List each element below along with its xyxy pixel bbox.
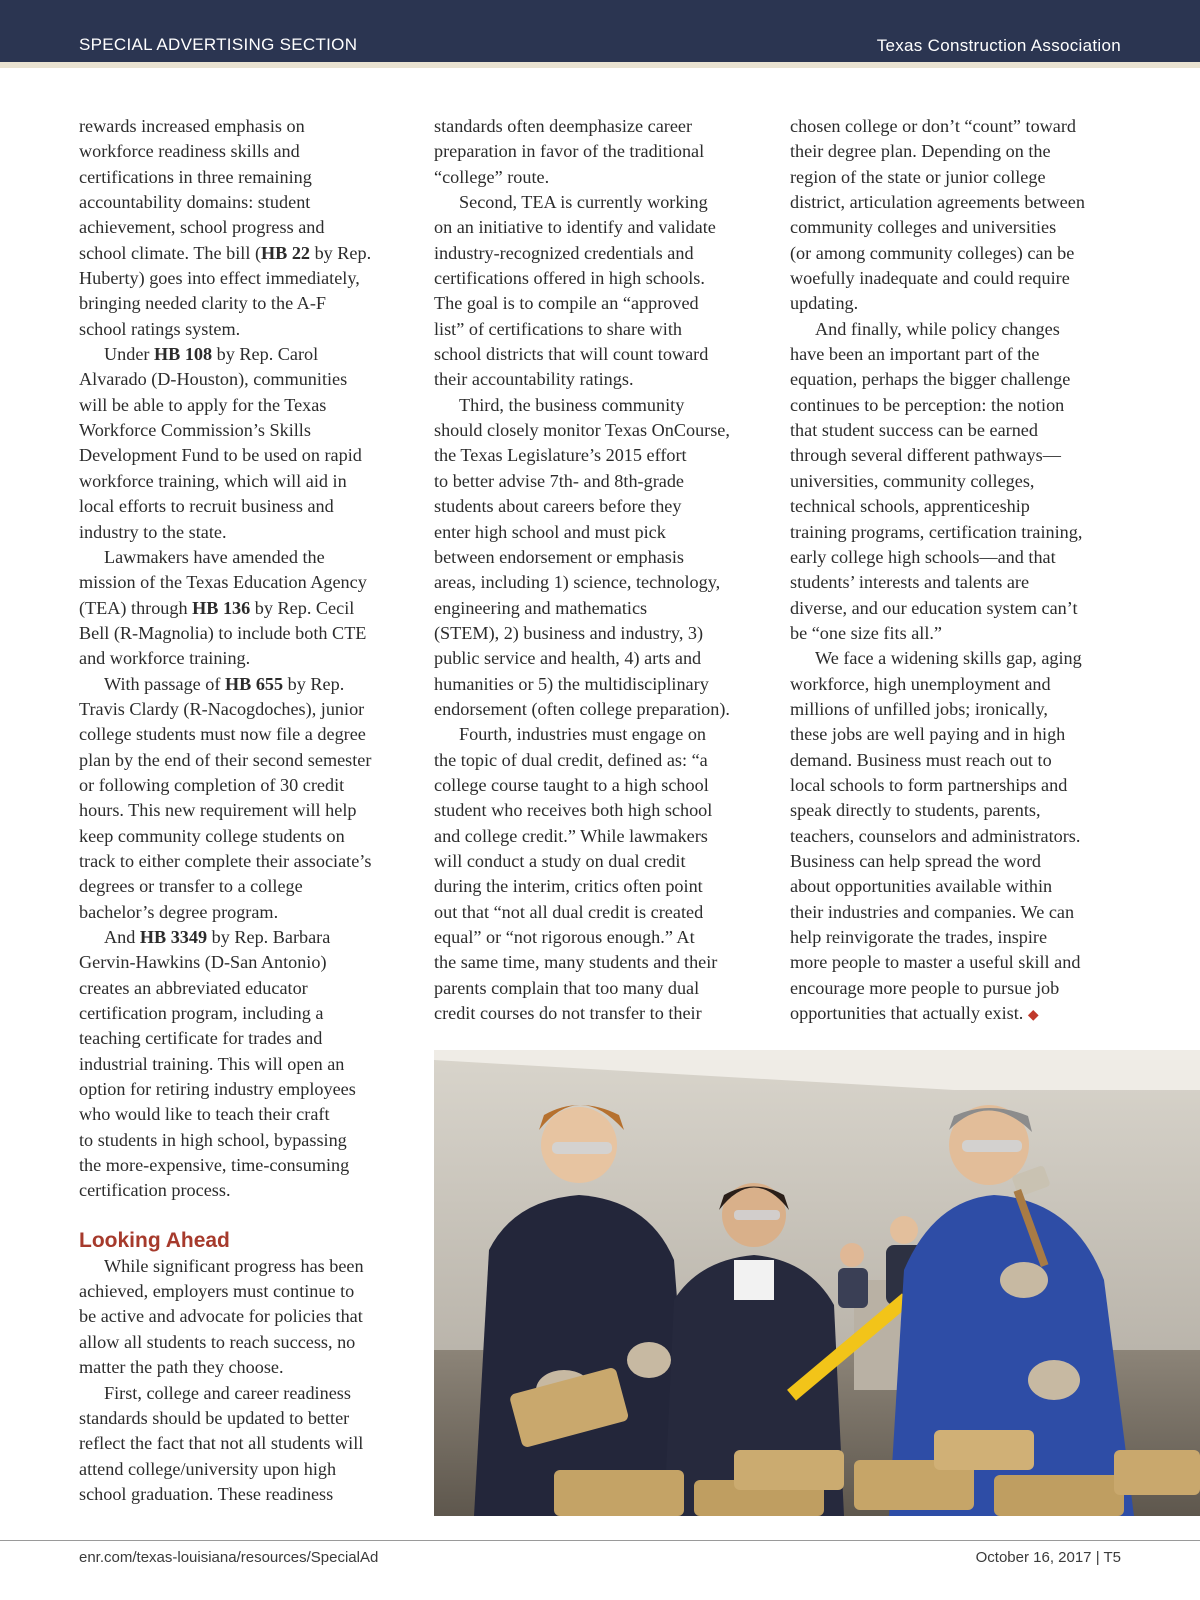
text-line: should closely monitor Texas OnCourse, <box>434 420 730 441</box>
text-line <box>79 672 411 697</box>
col2-paragraph-2 <box>434 190 766 393</box>
text-line <box>79 925 411 950</box>
bill-number-hb655: HB 655 <box>225 673 284 694</box>
text-line: be “one size fits all.” <box>790 622 943 643</box>
text-line: Bell (R-Magnolia) to include both CTE <box>79 622 367 643</box>
bill-number-hb22: HB 22 <box>261 242 311 263</box>
text-line: encourage more people to pursue job <box>790 977 1060 998</box>
text-line: parents complain that too many dual <box>434 977 700 998</box>
text-line: college course taught to a high school <box>434 774 709 795</box>
text-line: workforce training, which will aid in <box>79 470 347 491</box>
text-line: teachers, counselors and administrators. <box>790 825 1081 846</box>
text-line: teaching certificate for trades and <box>79 1028 323 1049</box>
text-line: school districts that will count toward <box>434 344 709 365</box>
end-of-article-diamond-icon: ◆ <box>1027 1008 1039 1024</box>
text-run: And <box>104 927 140 947</box>
article-column-3 <box>790 114 1125 1028</box>
text-line: to better advise 7th- and 8th-grade <box>434 470 684 491</box>
text-line: industry to the state. <box>79 521 227 542</box>
text-line: students about careers before they <box>434 496 682 517</box>
text-line: endorsement (often college preparation). <box>434 698 730 719</box>
text-line: matter the path they choose. <box>79 1357 284 1378</box>
text-line: credit courses do not transfer to their <box>434 1003 702 1024</box>
text-line: Alvarado (D-Houston), communities <box>79 369 348 390</box>
text-line: the same time, many students and their <box>434 952 718 973</box>
text-run: With passage of <box>104 673 225 694</box>
text-line: millions of unfilled jobs; ironically, <box>790 698 1048 719</box>
text-line: to students in high school, bypassing <box>79 1129 347 1150</box>
text-line: allow all students to reach success, no <box>79 1331 356 1352</box>
text-line: Development Fund to be used on rapid <box>79 445 362 466</box>
text-line: achieved, employers must continue to <box>79 1281 355 1302</box>
text-line: local schools to form partnerships and <box>790 774 1068 795</box>
text-line: school graduation. These readiness <box>79 1483 334 1504</box>
text-line <box>79 596 411 621</box>
text-line: certification process. <box>79 1180 231 1201</box>
text-line: training programs, certification training, <box>790 521 1083 542</box>
text-line: Business can help spread the word <box>790 850 1042 871</box>
text-line: certifications in three remaining <box>79 166 312 187</box>
text-line <box>790 1001 1125 1028</box>
text-line: will be able to apply for the Texas <box>79 394 327 415</box>
text-run: by Rep. <box>310 242 372 263</box>
text-line: their industries and companies. We can <box>790 901 1075 922</box>
text-line: Workforce Commission’s Skills <box>79 420 311 441</box>
text-line: industrial training. This will open an <box>79 1053 345 1074</box>
text-line: that student success can be earned <box>790 420 1038 441</box>
text-line: local efforts to recruit business and <box>79 496 334 517</box>
article-column-1 <box>79 114 411 1507</box>
text-line: region of the state or junior college <box>790 166 1046 187</box>
col1-paragraph-5 <box>79 925 411 1204</box>
col3-paragraph-2 <box>790 317 1125 646</box>
text-line: reflect the fact that not all students will <box>79 1433 364 1454</box>
text-line: achievement, school progress and <box>79 217 325 238</box>
text-run: by Rep. Cecil <box>250 597 355 618</box>
text-line: be active and advocate for policies that <box>79 1306 363 1327</box>
text-line: accountability domains: student <box>79 192 311 213</box>
text-line: list” of certifications to share with <box>434 318 682 339</box>
text-line: enter high school and must pick <box>434 521 666 542</box>
text-line: Gervin-Hawkins (D-San Antonio) <box>79 952 327 973</box>
text-line: engineering and mathematics <box>434 597 648 618</box>
col1-paragraph-6 <box>79 1254 411 1381</box>
header-rule <box>0 62 1200 68</box>
bill-number-hb3349: HB 3349 <box>139 927 208 947</box>
text-line: continues to be perception: the notion <box>790 394 1065 415</box>
footer-date-page: October 16, 2017 | T5 <box>975 1549 1121 1566</box>
text-line: certifications offered in high schools. <box>434 268 705 289</box>
text-line: (or among community colleges) can be <box>790 242 1075 263</box>
text-line: workforce readiness skills and <box>79 141 300 162</box>
text-line: hours. This new requirement will help <box>79 800 357 821</box>
text-line: their degree plan. Depending on the <box>790 141 1051 162</box>
text-line: standards should be updated to better <box>79 1407 350 1428</box>
bill-number-hb136: HB 136 <box>192 597 251 618</box>
text-line: diverse, and our education system can’t <box>790 597 1078 618</box>
text-line: Huberty) goes into effect immediately, <box>79 268 360 289</box>
text-line: “college” route. <box>434 166 550 187</box>
text-line: students’ interests and talents are <box>790 572 1030 593</box>
text-line: (STEM), 2) business and industry, 3) <box>434 622 704 643</box>
text-line: college students must now file a degree <box>79 724 366 745</box>
text-line: mission of the Texas Education Agency <box>79 572 367 593</box>
text-line: the Texas Legislature’s 2015 effort <box>434 445 687 466</box>
col1-paragraph-3 <box>79 545 411 672</box>
text-line: bringing needed clarity to the A-F <box>79 293 326 314</box>
section-label: SPECIAL ADVERTISING SECTION <box>79 35 358 54</box>
col1-paragraph-7 <box>79 1381 411 1508</box>
text-line: help reinvigorate the trades, inspire <box>790 927 1048 947</box>
text-line: through several different pathways— <box>790 445 1061 466</box>
text-line: workforce, high unemployment and <box>790 673 1051 694</box>
text-line: humanities or 5) the multidisciplinary <box>434 673 709 694</box>
text-line: industry-recognized credentials and <box>434 242 694 263</box>
col1-paragraph-2 <box>79 342 411 545</box>
text-line: or following completion of 30 credit <box>79 774 345 795</box>
text-line: Second, TEA is currently working <box>459 192 708 213</box>
text-line: The goal is to compile an “approved <box>434 293 699 314</box>
organization-name: Texas Construction Association <box>876 36 1121 55</box>
text-line: out that “not all dual credit is created <box>434 901 704 922</box>
text-run: by Rep. Barbara <box>207 927 331 947</box>
text-line: Fourth, industries must engage on <box>459 724 707 745</box>
text-line: have been an important part of the <box>790 344 1040 365</box>
bill-number-hb108: HB 108 <box>154 344 213 365</box>
col1-paragraph-1 <box>79 114 411 342</box>
col3-paragraph-1 <box>790 114 1125 317</box>
text-line: public service and health, 4) arts and <box>434 648 702 669</box>
text-line: keep community college students on <box>79 825 345 846</box>
text-line <box>79 342 411 367</box>
workshop-photo-illustration <box>434 1050 1200 1516</box>
footer-url: enr.com/texas-louisiana/resources/SpecialAd <box>79 1549 379 1566</box>
text-line: We face a widening skills gap, aging <box>815 648 1082 669</box>
article-column-2 <box>434 114 766 1026</box>
text-line: equal” or “not rigorous enough.” At <box>434 927 695 947</box>
text-line: speak directly to students, parents, <box>790 800 1041 821</box>
text-line: the topic of dual credit, defined as: “a <box>434 749 708 770</box>
text-line: school ratings system. <box>79 318 241 339</box>
text-line: woefully inadequate and could require <box>790 268 1070 289</box>
text-line: more people to master a useful skill and <box>790 952 1081 973</box>
text-run: Under <box>104 344 154 365</box>
text-line: equation, perhaps the bigger challenge <box>790 369 1071 390</box>
text-line: district, articulation agreements between <box>790 192 1085 213</box>
col2-paragraph-3 <box>434 393 766 722</box>
text-line: the more-expensive, time-consuming <box>79 1155 350 1176</box>
text-line: universities, community colleges, <box>790 470 1035 491</box>
text-line: early college high schools—and that <box>790 546 1056 567</box>
text-line: about opportunities available within <box>790 876 1053 897</box>
text-line: degrees or transfer to a college <box>79 876 303 897</box>
text-run: school climate. The bill ( <box>79 242 261 263</box>
text-line: Travis Clardy (R-Nacogdoches), junior <box>79 698 365 719</box>
text-line: demand. Business must reach out to <box>790 749 1052 770</box>
text-line: technical schools, apprenticeship <box>790 496 1030 517</box>
text-line: student who receives both high school <box>434 800 713 821</box>
text-line: option for retiring industry employees <box>79 1079 356 1100</box>
col2-paragraph-1 <box>434 114 766 190</box>
text-line: will conduct a study on dual credit <box>434 850 686 871</box>
text-line: who would like to teach their craft <box>79 1104 330 1125</box>
text-line: updating. <box>790 293 859 314</box>
text-line: track to either complete their associate’s <box>79 850 372 871</box>
text-run: opportunities that actually exist. <box>790 1003 1028 1024</box>
text-line: And finally, while policy changes <box>815 318 1060 339</box>
text-line: Third, the business community <box>459 394 685 415</box>
subhead-looking-ahead: Looking Ahead <box>79 1228 230 1252</box>
text-line: attend college/university upon high <box>79 1458 337 1479</box>
col2-paragraph-4 <box>434 722 766 1026</box>
text-line: plan by the end of their second semester <box>79 749 372 770</box>
text-line: rewards increased emphasis on <box>79 116 305 136</box>
workshop-photo <box>434 1050 1200 1516</box>
text-line: While significant progress has been <box>104 1255 364 1276</box>
text-line: standards often deemphasize career <box>434 116 693 136</box>
text-run: by Rep. <box>283 673 345 694</box>
text-line: preparation in favor of the traditional <box>434 141 705 162</box>
text-line: chosen college or don’t “count” toward <box>790 116 1077 136</box>
footer-rule <box>0 1540 1200 1541</box>
text-line: during the interim, critics often point <box>434 876 703 897</box>
text-line: between endorsement or emphasis <box>434 546 684 567</box>
text-line: community colleges and universities <box>790 217 1057 238</box>
text-line: First, college and career readiness <box>104 1382 351 1403</box>
text-line: areas, including 1) science, technology, <box>434 572 721 593</box>
col3-paragraph-3 <box>790 646 1125 1028</box>
text-line: and workforce training. <box>79 648 251 669</box>
text-line: these jobs are well paying and in high <box>790 724 1066 745</box>
text-line: bachelor’s degree program. <box>79 901 279 922</box>
header-bar <box>0 0 1200 62</box>
text-line: Lawmakers have amended the <box>104 546 325 567</box>
col1-paragraph-4 <box>79 672 411 925</box>
text-run: (TEA) through <box>79 597 193 618</box>
text-run: by Rep. Carol <box>212 344 319 365</box>
text-line <box>79 241 411 266</box>
text-line: creates an abbreviated educator <box>79 977 308 998</box>
text-line: and college credit.” While lawmakers <box>434 825 708 846</box>
text-line: certification program, including a <box>79 1003 324 1024</box>
text-line: their accountability ratings. <box>434 369 634 390</box>
text-line: on an initiative to identify and validate <box>434 217 716 238</box>
